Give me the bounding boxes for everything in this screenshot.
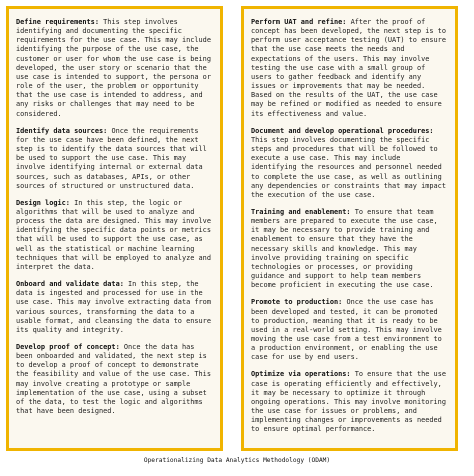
section-title: Promote to production: bbox=[251, 298, 343, 307]
section-title: Perform UAT and refine: bbox=[251, 18, 347, 26]
section-text: Once the requirements for the use case have been defined, the next step is to identify the data sources that will be used to support the use case. This may involve identifying internal or external data sources, such as databases, APIs, or other sources of structured or unstructured data. bbox=[16, 126, 207, 190]
section-title: Optimize via operations: bbox=[251, 370, 351, 379]
section-training-enablement bbox=[251, 208, 449, 290]
section-develop-proof-of-concept bbox=[16, 343, 214, 416]
left-column bbox=[6, 6, 223, 451]
section-title: Define requirements: bbox=[16, 18, 99, 26]
section-title: Develop proof of concept: bbox=[16, 343, 120, 351]
footer-caption: Operationalizing Data Analytics Methodology (ODAM) bbox=[143, 457, 331, 464]
section-text: In this step, the data is ingested and processed for use in the use case. This may involve extracting data from various sources, transforming the data to a usable format, and cleansing the data to ensure its quality and integrity. bbox=[16, 280, 211, 334]
section-title: Document and develop operational procedures: bbox=[251, 126, 434, 135]
section-text: After the proof of concept has been developed, the next step is to perform user acceptance testing (UAT) to ensure that the use case meets the needs and expectations of the users. This may involve testing the use case with a small group of users to gather feedback and identify any issues or improvements that may be needed. Based on the results of the UAT, the use case may be refined or modified as needed to ensure its effectiveness and value. bbox=[251, 18, 446, 118]
section-text: This step involves documenting the specific steps and procedures that will be followed to execute a use case. This may include identifying the resources and personnel needed to complete the use case, as well as outlining any dependencies or constraints that may impact the execution of the use case. bbox=[251, 135, 446, 199]
section-text: Once the data has been onboarded and validated, the next step is to develop a proof of concept to demonstrate the feasibility and value of the use case. This may involve creating a prototype or sample implementation of the use case, using a subset of the data, to test the logic and algorithms that have been designed. bbox=[16, 343, 211, 416]
section-define-requirements bbox=[16, 18, 214, 119]
section-title: Identify data sources: bbox=[16, 126, 108, 135]
section-title: Design logic: bbox=[16, 198, 70, 207]
section-text: To ensure that team members are prepared to execute the use case, it may be necessary to provide training and enablement to ensure that they have the necessary skills and knowledge. This may involve providing training on specific technologies or processes, or providing guidance and support to help team members become proficient in executing the use case. bbox=[251, 207, 438, 290]
section-design-logic bbox=[16, 199, 214, 272]
section-operational-procedures bbox=[251, 127, 449, 200]
section-text: In this step, the logic or algorithms that will be used to analyze and process the data are designed. This may involve identifying the specific data points or metrics that will be used to support the use case, as well as the statistical or machine learning techniques that will be employed to analyze and interpret the data. bbox=[16, 198, 211, 271]
section-text: Once the use case has been developed and tested, it can be promoted to production, meaning that it is ready to be used in a real-world setting. This may involve moving the use case from a test environment to a production environment, or enabling the use case for use by end users. bbox=[251, 298, 442, 362]
section-identify-data-sources bbox=[16, 127, 214, 191]
section-promote-to-production bbox=[251, 298, 449, 362]
section-title: Onboard and validate data: bbox=[16, 280, 124, 289]
section-title: Training and enablement: bbox=[251, 207, 351, 216]
right-column bbox=[241, 6, 458, 451]
section-perform-uat bbox=[251, 18, 449, 119]
section-onboard-validate-data bbox=[16, 280, 214, 335]
section-text: To ensure that the use case is operating efficiently and effectively, it may be necessary to optimize it through ongoing operations. This may involve monitoring the use case for issues or problems, and implementing changes or improvements as needed to ensure optimal performance. bbox=[251, 370, 447, 434]
section-text: This step involves identifying and documenting the specific requirements for the use case. This may include identifying the purpose of the use case, the customer or user for whom the use case is being developed, the user story or scenario that the use case is intended to support, the persona or role of the user, the problem or opportunity that the use case is intended to address, and any risks or challenges that may need to be considered. bbox=[16, 18, 211, 118]
section-optimize-via-operations bbox=[251, 370, 449, 434]
